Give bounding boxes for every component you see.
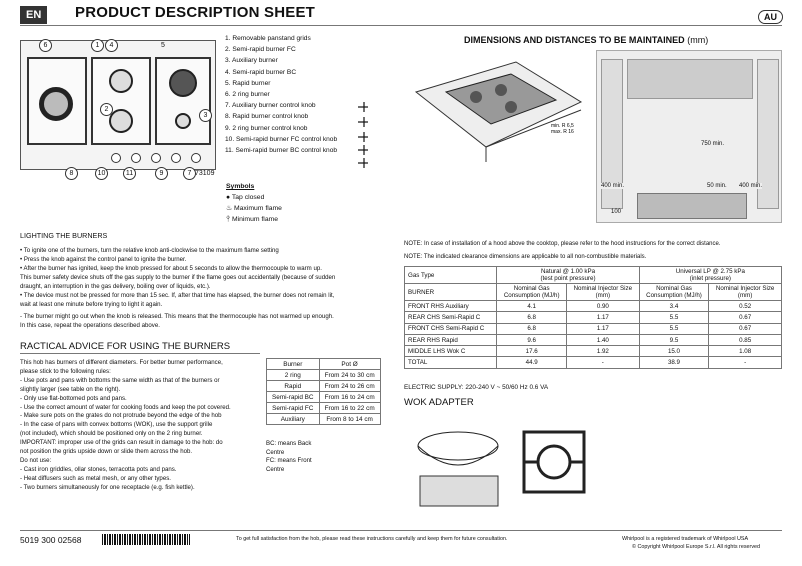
min-flame-icon: ᛳ	[226, 216, 231, 223]
knob-symbols	[352, 100, 376, 168]
col-header	[639, 284, 709, 301]
list-item: - Use the correct amount of water for cooking foods and keep the pot covered.	[20, 403, 231, 411]
copyright: © Copyright Whirlpool Europe S.r.l. All rights reserved	[632, 544, 761, 550]
callout: 9	[155, 167, 168, 180]
table-row	[267, 392, 381, 403]
cell: 6.8	[497, 312, 567, 323]
cell: Semi-rapid FC	[267, 403, 320, 414]
cell: 4.1	[497, 301, 567, 312]
callout: 11	[123, 167, 136, 180]
cell: Semi-rapid BC	[267, 392, 320, 403]
cell: 0.67	[709, 323, 782, 334]
ngc: Nominal Gas	[656, 285, 692, 292]
radius-min-label: min. R 6,5	[551, 123, 574, 129]
cell: 2 ring	[267, 370, 320, 381]
burner-auxiliary	[175, 113, 191, 129]
cell: 0.67	[709, 312, 782, 323]
cell: -	[567, 357, 640, 368]
knob	[171, 153, 181, 163]
callout: 3	[199, 109, 212, 122]
cell: 9.6	[497, 334, 567, 345]
cell: 5.5	[639, 323, 709, 334]
cell: 0.52	[709, 301, 782, 312]
table-row	[405, 357, 782, 368]
cell: FRONT CHS Semi-Rapid C	[405, 323, 497, 334]
grid-right	[155, 57, 211, 145]
language-badge: EN	[20, 6, 47, 24]
dimensions-title	[464, 35, 708, 45]
table-row	[405, 346, 782, 357]
dim-label: 100	[611, 209, 622, 215]
list-item: wait at least one minute before trying to light it again.	[20, 301, 163, 308]
cell: 1.17	[567, 323, 640, 334]
burner-header: BURNER	[405, 284, 497, 301]
advice-divider	[20, 353, 260, 354]
cell: 6.8	[497, 323, 567, 334]
wok-adapter-drawing	[410, 414, 506, 514]
knob	[111, 153, 121, 163]
cell: 9.5	[639, 334, 709, 345]
legend-line: Centre	[266, 448, 285, 456]
callout: 10	[95, 167, 108, 180]
list-item: 11. Semi-rapid burner BC control knob	[225, 147, 338, 155]
note-clearance: NOTE: The indicated clearance dimensions are applicable to all non-combustible materials.	[404, 254, 647, 260]
parts-list	[225, 33, 337, 156]
symbol-label: Maximum flame	[233, 205, 282, 212]
col-header	[567, 284, 640, 301]
cell: 3.4	[639, 301, 709, 312]
dim-label: 400 min.	[601, 183, 625, 189]
cell: 44.9	[497, 357, 567, 368]
cell: 1.92	[567, 346, 640, 357]
dimensions-unit: (mm)	[687, 35, 709, 45]
ngc2: Consumption (MJ/h)	[503, 292, 560, 299]
advice-section	[20, 359, 262, 493]
table-row	[267, 403, 381, 414]
worktop-hob	[637, 193, 747, 219]
knob	[131, 153, 141, 163]
cell: 1.40	[567, 334, 640, 345]
cell: 5.5	[639, 312, 709, 323]
cell: From 8 to 14 cm	[319, 414, 380, 425]
callout: 6	[39, 39, 52, 52]
cell: REAR CHS Semi-Rapid C	[405, 312, 497, 323]
list-item: slightly larger (see table on the right).	[20, 385, 121, 393]
list-item: - Make sure pots on the grates do not protrude beyond the edge of the hob	[20, 412, 222, 420]
cell: 0.90	[567, 301, 640, 312]
grid-left	[27, 57, 87, 145]
list-item: 8. Rapid burner control knob	[225, 113, 309, 121]
legend-line: Centre	[266, 465, 285, 473]
symbols-title: Symbols	[226, 183, 255, 190]
dimensions-heading: DIMENSIONS AND DISTANCES TO BE MAINTAINED	[464, 35, 685, 45]
cell: -	[709, 357, 782, 368]
footer-divider	[20, 530, 782, 531]
table-header: Burner	[267, 359, 320, 370]
list-item: - Heat diffusers such as metal mesh, or any other types.	[20, 474, 171, 482]
clearance-diagram	[596, 50, 782, 223]
list-item: • The device must not be pressed for more than 15 sec. If, after that time has elapsed, the burner does not remain lit,	[20, 292, 335, 299]
symbol-label: Tap closed	[231, 194, 265, 201]
list-item: please stick to the following rules:	[20, 367, 111, 375]
abbreviation-legend	[266, 440, 312, 474]
list-item: • Press the knob against the control panel to ignite the burner.	[20, 256, 187, 263]
burner-2-ring	[39, 87, 73, 121]
natural-label: Natural @ 1.00 kPa	[540, 268, 596, 275]
footer-text: To get full satisfaction from the hob, please read these instructions carefully and keep them for future consultation.	[236, 536, 508, 542]
cell: From 16 to 22 cm	[319, 403, 380, 414]
gas-table	[404, 266, 782, 369]
burner-semi-rapid-fc	[109, 109, 133, 133]
callout: 7	[183, 167, 196, 180]
advice-title: RACTICAL ADVICE FOR USING THE BURNERS	[20, 341, 231, 352]
symbol-label: Minimum flame	[231, 216, 279, 223]
radius-max-label: max. R 16	[551, 129, 574, 135]
lp-label: Universal LP @ 2.75 kPa	[675, 268, 745, 275]
figure-code: 73109	[195, 170, 215, 177]
table-row	[405, 323, 782, 334]
table-row	[405, 334, 782, 345]
callout: 4	[105, 39, 118, 52]
list-item: 1. Removable panstand grids	[225, 35, 311, 42]
callout: 5	[161, 42, 165, 49]
nis2: (mm)	[737, 292, 753, 299]
cell: From 24 to 30 cm	[319, 370, 380, 381]
burner-rapid	[169, 69, 197, 97]
cutout-diagram	[406, 52, 586, 176]
ngc: Nominal Gas	[513, 285, 550, 292]
list-item: 6. 2 ring burner	[225, 91, 270, 99]
lp-sub: (inlet pressure)	[689, 275, 731, 282]
ngc2: Consumption (MJ/h)	[646, 292, 702, 299]
cell: REAR RHS Rapid	[405, 334, 497, 345]
callout: 8	[65, 167, 78, 180]
nis: Nominal Injector Size	[715, 285, 775, 292]
list-item: - In the case of pans with convex bottoms (WOK), use the support grille	[20, 421, 213, 429]
cell: 15.0	[639, 346, 709, 357]
list-item: This hob has burners of different diameters. For better burner performance,	[20, 359, 223, 366]
cell: From 16 to 24 cm	[319, 392, 380, 403]
cell: FRONT RHS Auxiliary	[405, 301, 497, 312]
symbols-legend	[226, 181, 282, 225]
max-flame-icon: ♨	[226, 205, 233, 212]
cell: 0.85	[709, 334, 782, 345]
pot-size-table	[266, 358, 381, 425]
dim-label: 50 min.	[707, 183, 727, 189]
list-item: 2. Semi-rapid burner FC	[225, 46, 296, 54]
gas-type-header: Gas Type	[405, 267, 497, 284]
knob	[191, 153, 201, 163]
cabinet-top	[627, 59, 753, 99]
barcode	[102, 534, 190, 545]
table-row	[405, 312, 782, 323]
list-item: • After the burner has ignited, keep the knob pressed for about 5 seconds to allow the thermocouple to warm up.	[20, 265, 322, 272]
cell: Auxiliary	[267, 414, 320, 425]
list-item: draught, an interruption in the gas delivery, boiling over of liquids, etc.).	[20, 283, 211, 290]
note-hood: NOTE: In case of installation of a hood above the cooktop, please refer to the hood instructions for the correct distance.	[404, 241, 721, 247]
natural-sub: (test point pressure)	[540, 275, 596, 282]
tap-closed-icon: ●	[226, 194, 231, 201]
cell: TOTAL	[405, 357, 497, 368]
cell: 1.17	[567, 312, 640, 323]
trademark: Whirlpool is a registered trademark of Whirlpool USA	[622, 536, 749, 542]
lp-header	[639, 267, 781, 284]
table-row	[405, 301, 782, 312]
page-title: PRODUCT DESCRIPTION SHEET	[75, 4, 316, 21]
lighting-section	[20, 246, 400, 330]
list-item: - Only use flat-bottomed pots and pans.	[20, 394, 127, 402]
list-item: - Use pots and pans with bottoms the same width as that of the burners or	[20, 376, 220, 384]
wok-title: WOK ADAPTER	[404, 397, 474, 408]
col-header	[497, 284, 567, 301]
lighting-title: LIGHTING THE BURNERS	[20, 231, 108, 240]
knob	[151, 153, 161, 163]
table-header: Pot Ø	[319, 359, 380, 370]
grid-center	[91, 57, 151, 145]
region-badge: AU	[758, 10, 783, 24]
natural-header	[497, 267, 639, 284]
cell: 1.08	[709, 346, 782, 357]
cell: Rapid	[267, 381, 320, 392]
list-item: • To ignite one of the burners, turn the relative knob anti-clockwise to the maximum flame setting	[20, 247, 279, 254]
nis: Nominal Injector Size	[573, 285, 633, 292]
callout: 1	[91, 39, 104, 52]
callout: 2	[100, 103, 113, 116]
list-item: not position the grids upside down or slide them across the hob.	[20, 448, 193, 456]
electric-supply: ELECTRIC SUPPLY: 220-240 V ~ 50/60 Hz 0.6 VA	[404, 384, 549, 391]
list-item: 7. Auxiliary burner control knob	[225, 102, 316, 110]
wok-grid-drawing	[520, 428, 590, 498]
table-row	[267, 370, 381, 381]
list-item: In this case, repeat the operations described above.	[20, 322, 160, 329]
col-header	[709, 284, 782, 301]
list-item: - Two burners simultaneously for one receptacle (e.g. fish kettle).	[20, 483, 195, 491]
list-item: - The burner might go out when the knob is released. This means that the thermocouple has not warmed up enough.	[20, 313, 334, 320]
list-item: - Cast iron griddles, ollar stones, terracotta pots and pans.	[20, 465, 177, 473]
list-item: This burner safety device shuts off the gas supply to the burner if the flame goes out accidentally (because of sudden	[20, 274, 336, 281]
list-item: 3. Auxiliary burner	[225, 57, 278, 65]
cell: 17.6	[497, 346, 567, 357]
document-code: 5019 300 02568	[20, 535, 82, 545]
header-divider	[20, 25, 782, 26]
legend-line: BC: means Back	[266, 440, 312, 447]
burner-semi-rapid-bc	[109, 69, 133, 93]
list-item: Do not use:	[20, 456, 52, 464]
list-item: 9. 2 ring burner control knob	[225, 124, 308, 132]
cell: MIDDLE LHS Wok C	[405, 346, 497, 357]
legend-line: FC: means Front	[266, 457, 312, 464]
dim-label: 400 min.	[739, 183, 763, 189]
cell: From 24 to 26 cm	[319, 381, 380, 392]
list-item: 10. Semi-rapid burner FC control knob	[225, 135, 338, 143]
list-item: 5. Rapid burner	[225, 79, 271, 87]
cell: 38.9	[639, 357, 709, 368]
hob-diagram	[20, 40, 216, 177]
table-row	[267, 414, 381, 425]
list-item: (not included), which should be positioned only on the 2 ring burner.	[20, 430, 203, 438]
dim-label: 750 min.	[701, 141, 725, 147]
table-row	[267, 381, 381, 392]
list-item: IMPORTANT: improper use of the grids can result in damage to the hob: do	[20, 439, 223, 447]
list-item: 4. Semi-rapid burner BC	[225, 68, 297, 76]
nis2: (mm)	[595, 292, 611, 299]
